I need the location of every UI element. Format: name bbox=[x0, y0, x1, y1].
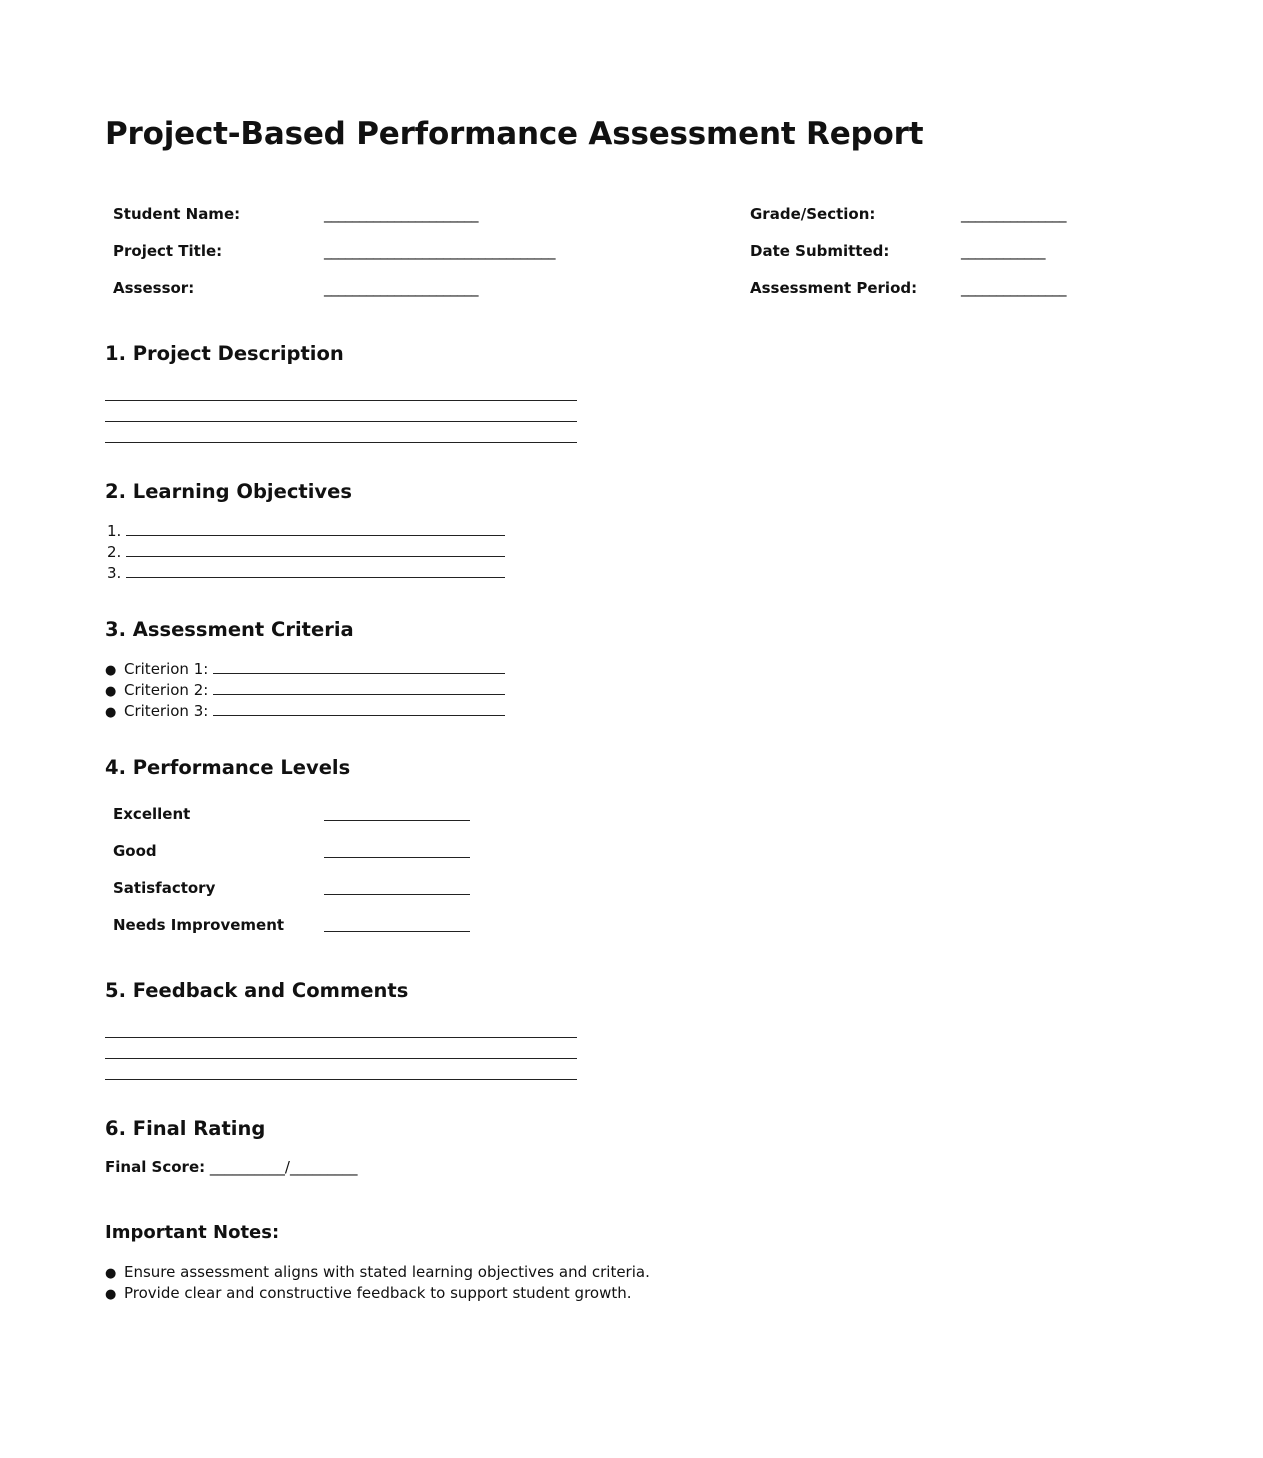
level-field[interactable] bbox=[324, 842, 470, 862]
criterion-field[interactable] bbox=[213, 701, 505, 716]
level-label: Satisfactory bbox=[113, 879, 216, 897]
list-item bbox=[105, 521, 505, 542]
project-title-field[interactable]: _________________________________ bbox=[324, 242, 555, 260]
section-heading-performance-levels: 4. Performance Levels bbox=[105, 756, 351, 779]
section-heading-project-description: 1. Project Description bbox=[105, 342, 344, 365]
bullet-icon: ● bbox=[105, 705, 117, 720]
grade-section-label: Grade/Section: bbox=[750, 205, 876, 223]
level-label: Needs Improvement bbox=[113, 916, 285, 934]
section-heading-assessment-criteria: 3. Assessment Criteria bbox=[105, 618, 354, 641]
performance-levels-table bbox=[113, 803, 1113, 951]
info-row-student bbox=[113, 203, 1113, 240]
writing-line[interactable] bbox=[105, 380, 577, 401]
list-item bbox=[105, 1283, 650, 1304]
assessment-period-field[interactable]: _______________ bbox=[961, 279, 1066, 297]
important-notes-heading: Important Notes: bbox=[105, 1222, 280, 1243]
date-submitted-label: Date Submitted: bbox=[750, 242, 890, 260]
section-heading-final-rating: 6. Final Rating bbox=[105, 1117, 266, 1140]
final-score-line bbox=[105, 1158, 357, 1176]
writing-line[interactable] bbox=[105, 422, 577, 443]
list-number: 3. bbox=[107, 564, 122, 582]
assessment-period-label: Assessment Period: bbox=[750, 279, 918, 297]
project-title-label: Project Title: bbox=[113, 242, 223, 260]
student-info-table bbox=[113, 203, 1113, 314]
objective-field[interactable] bbox=[126, 542, 505, 557]
objective-field[interactable] bbox=[126, 563, 505, 578]
level-row bbox=[113, 803, 1113, 840]
section-heading-feedback: 5. Feedback and Comments bbox=[105, 979, 409, 1002]
note-text: Ensure assessment aligns with stated learning objectives and criteria. bbox=[124, 1263, 650, 1281]
info-row-assessor bbox=[113, 277, 1113, 314]
assessor-label: Assessor: bbox=[113, 279, 195, 297]
level-field[interactable] bbox=[324, 805, 470, 825]
level-field[interactable] bbox=[324, 916, 470, 936]
writing-line[interactable] bbox=[105, 401, 577, 422]
level-label: Good bbox=[113, 842, 157, 860]
bullet-icon: ● bbox=[105, 1287, 117, 1302]
writing-line[interactable] bbox=[105, 1017, 577, 1038]
list-item bbox=[105, 680, 505, 701]
level-row bbox=[113, 877, 1113, 914]
list-item bbox=[105, 659, 505, 680]
criterion-field[interactable] bbox=[213, 680, 505, 695]
level-row bbox=[113, 840, 1113, 877]
note-text: Provide clear and constructive feedback to support student growth. bbox=[124, 1284, 632, 1302]
criterion-label: Criterion 1: bbox=[124, 660, 209, 678]
writing-line[interactable] bbox=[105, 1059, 577, 1080]
important-notes-list bbox=[105, 1262, 650, 1304]
date-submitted-field[interactable]: ____________ bbox=[961, 242, 1045, 260]
list-number: 2. bbox=[107, 543, 122, 561]
objective-field[interactable] bbox=[126, 521, 505, 536]
section-heading-learning-objectives: 2. Learning Objectives bbox=[105, 480, 352, 503]
student-name-label: Student Name: bbox=[113, 205, 241, 223]
list-item bbox=[105, 563, 505, 584]
project-description-lines[interactable] bbox=[105, 380, 577, 443]
bullet-icon: ● bbox=[105, 1266, 117, 1281]
page-title: Project-Based Performance Assessment Report bbox=[105, 116, 924, 152]
assessor-field[interactable]: ______________________ bbox=[324, 279, 478, 297]
criterion-label: Criterion 2: bbox=[124, 681, 209, 699]
final-score-field[interactable]: __________/_________ bbox=[209, 1158, 358, 1176]
list-item bbox=[105, 1262, 650, 1283]
student-name-field[interactable]: ______________________ bbox=[324, 205, 478, 223]
feedback-lines[interactable] bbox=[105, 1017, 577, 1080]
writing-line[interactable] bbox=[105, 1038, 577, 1059]
list-number: 1. bbox=[107, 522, 122, 540]
criterion-field[interactable] bbox=[213, 659, 505, 674]
level-label: Excellent bbox=[113, 805, 191, 823]
level-field[interactable] bbox=[324, 879, 470, 899]
list-item bbox=[105, 701, 505, 722]
final-score-label: Final Score: bbox=[105, 1158, 206, 1176]
grade-section-field[interactable]: _______________ bbox=[961, 205, 1066, 223]
learning-objectives-list bbox=[105, 521, 505, 584]
assessment-criteria-list bbox=[105, 659, 505, 722]
level-row bbox=[113, 914, 1113, 951]
list-item bbox=[105, 542, 505, 563]
info-row-project bbox=[113, 240, 1113, 277]
criterion-label: Criterion 3: bbox=[124, 702, 209, 720]
bullet-icon: ● bbox=[105, 663, 117, 678]
bullet-icon: ● bbox=[105, 684, 117, 699]
